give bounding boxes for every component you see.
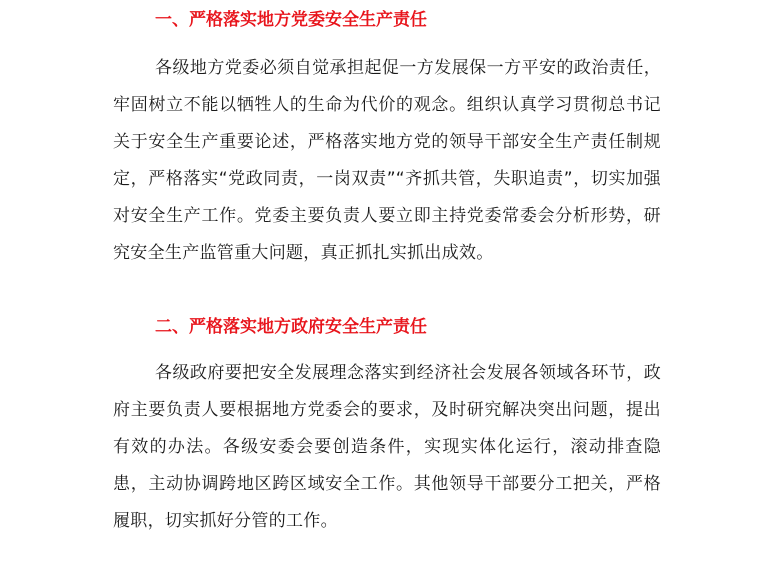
section-heading-government: 二、严格落实地方政府安全生产责任 [155, 317, 427, 337]
section-paragraph-party-committee: 各级地方党委必须自觉承担起促一方发展保一方平安的政治责任，牢固树立不能以牺牲人的生命为代价的观念。组织认真学习贯彻总书记关于安全生产重要论述，严格落实地方党的领导干部安全生产责任制规定，严格落实“党政同责，一岗双责”“齐抓共管，失职追责”，切实加强对安全生产工作。党委主要负责人要立即主持党委常委会分析形势，研究安全生产监管重大问题，真正抓扎实抓出成效。 [113, 58, 661, 264]
section-paragraph-government: 各级政府要把安全发展理念落实到经济社会发展各领域各环节，政府主要负责人要根据地方党委会的要求，及时研究解决突出问题，提出有效的办法。各级安委会要创造条件，实现实体化运行，滚动排查隐患，主动协调跨地区跨区域安全工作。其他领导干部要分工把关，严格履职，切实抓好分管的工作。 [113, 363, 661, 532]
section-heading-party-committee: 一、严格落实地方党委安全生产责任 [155, 10, 427, 30]
